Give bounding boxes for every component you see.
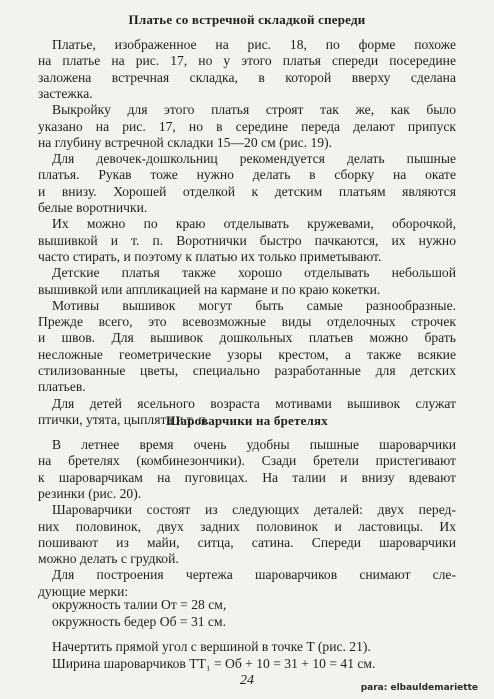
paragraph-line: на платье на рис. 17, но у этого платья спереди посередине bbox=[38, 53, 456, 69]
paragraph-line: Их можно по краю отделывать кружевами, оборочкой, bbox=[52, 216, 456, 232]
paragraph-line: белые воротнички. bbox=[38, 200, 148, 215]
paragraph-line: заложена встречная складка, в которой вверху сделана bbox=[38, 69, 456, 85]
paragraph-line: платьев. bbox=[38, 379, 86, 395]
paragraph-line: несложные геометрические узоры крестом, а также всякие bbox=[38, 346, 456, 362]
paragraph-line: на бретелях (комбинезончики). Сзади бретели пристегивают bbox=[38, 453, 456, 469]
paragraph-line: Прежде всего, это всевозможные виды отделочных строчек bbox=[38, 314, 456, 330]
paragraph-line: указано на рис. 17, но в середине переда делают припуск bbox=[38, 118, 456, 134]
section-title-overalls: Шароварчики на бретелях bbox=[166, 413, 328, 428]
formula-waist: окружность талии Oт = 28 см, bbox=[52, 597, 227, 612]
paragraph-line: пошивают из майи, ситца, сатина. Спереди шароварчики bbox=[38, 534, 456, 550]
paragraph-line: и швов. Для вышивок дошкольных платьев можно брать bbox=[38, 330, 456, 346]
paragraph-line: и внизу. Хорошей отделкой к детским платьям являются bbox=[38, 183, 456, 199]
paragraph-line: к шароварчикам на пуговицах. На талии и внизу вдевают bbox=[38, 469, 456, 485]
paragraph-line: Платье, изображенное на рис. 18, по форме похоже bbox=[52, 37, 456, 52]
paragraph-line: платья. Рукав тоже нужно делать в сборку на окате bbox=[38, 167, 456, 183]
section-title-dress: Платье со встречной складкой спереди bbox=[128, 12, 366, 27]
paragraph-line: застежка. bbox=[38, 85, 93, 101]
paragraph-line: Детские платья также хорошо отделывать небольшой bbox=[52, 265, 456, 281]
formula-hips: окружность бедер Oб = 31 см. bbox=[52, 614, 226, 629]
paragraph-line: резинки (рис. 20). bbox=[38, 485, 142, 501]
page-number: 24 bbox=[240, 673, 254, 688]
credit-text: para: elbauldemariette bbox=[360, 683, 478, 693]
paragraph-line: них половинок, двух задних половинок и ластовицы. Их bbox=[38, 518, 456, 534]
paragraph-line: Выкройку для этого платья строят так же, как было bbox=[52, 102, 456, 118]
paragraph-line: Шароварчики состоят из следующих деталей: двух перед- bbox=[52, 502, 456, 518]
paragraph-line: Для построения чертежа шароварчиков снимают сле- bbox=[52, 567, 456, 583]
paragraph-line: Для детей ясельного возраста мотивами вышивок служат bbox=[52, 395, 456, 411]
paragraph-line: можно делать с грудкой. bbox=[38, 551, 179, 567]
paragraph-line: вышивкой или аппликацией на кармане и по краю кокетки. bbox=[38, 281, 381, 297]
paragraph-line: стилизованные цветы, специально разработанные для детских bbox=[38, 363, 456, 378]
paragraph-line: птички, утята, цыплята и т. п. bbox=[38, 411, 210, 427]
paragraph-line: Ширина шароварчиков TT₁ = Oб + 10 = 31 + 10 = 41 см. bbox=[52, 656, 376, 671]
paragraph-line: часто стирать, и поэтому к платью их только приметывают. bbox=[38, 248, 382, 264]
paragraph-line: Мотивы вышивок могут быть самые разнообразные. bbox=[52, 297, 456, 313]
paragraph-line: дующие мерки: bbox=[38, 583, 129, 599]
paragraph-line: Для девочек-дошкольниц рекомендуется делать пышные bbox=[52, 151, 456, 167]
paragraph-line: В летнее время очень удобны пышные шароварчики bbox=[52, 437, 456, 452]
paragraph-line: на глубину встречной складки 15—20 см (рис. 19). bbox=[38, 134, 333, 150]
paragraph-line: вышивкой и т. п. Воротнички быстро пачкаются, их нужно bbox=[38, 232, 456, 248]
paragraph-line: Начертить прямой угол с вершиной в точке T (рис. 21). bbox=[52, 639, 371, 654]
